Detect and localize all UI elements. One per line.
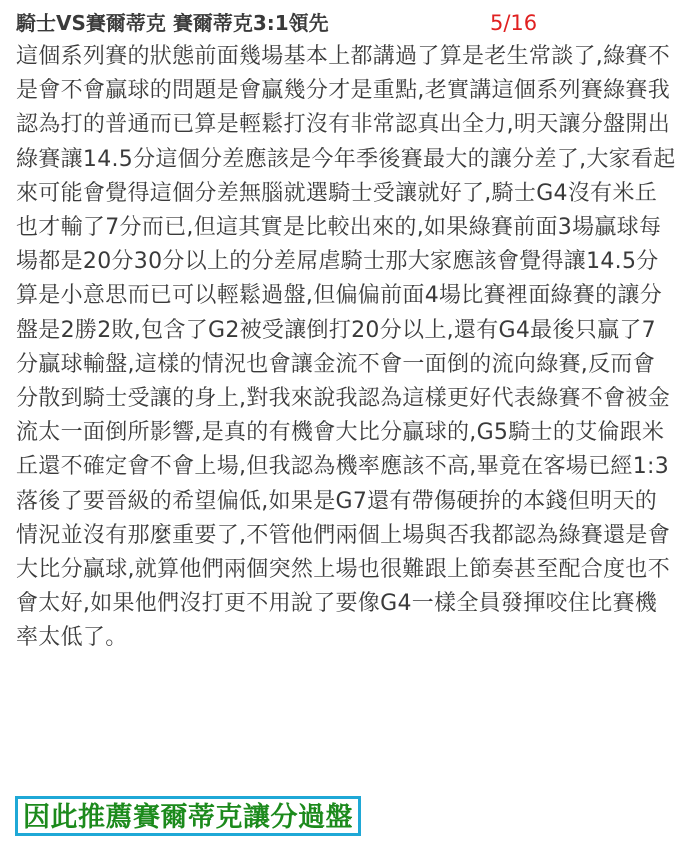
post-body: 這個系列賽的狀態前面幾場基本上都講過了算是老生常談了,綠賽不是會不會贏球的問題是會贏幾分才是重點,老實講這個系列賽綠賽我認為打的普通而已算是輕鬆打沒有非常認真出全力,明天讓分盤開出綠賽讓14.5分這個分差應該是今年季後賽最大的讓分差了,大家看起來可能會覺得這個分差無腦就選騎士受讓就好了,騎士G4沒有米丘也才輸了7分而已,但這其實是比較出來的,如果綠賽前面3場贏球每場都是20分30分以上的分差屌虐騎士那大家應該會覺得讓14.5分算是小意思而已可以輕鬆過盤,但偏偏前面4場比賽裡面綠賽的讓分盤是2勝2敗,包含了G2被受讓倒打20分以上,還有G4最後只贏了7分贏球輸盤,這樣的情況也會讓金流不會一面倒的流向綠賽,反而會分散到騎士受讓的身上,對我來說我認為這樣更好代表綠賽不會被金流太一面倒所影響,是真的有機會大比分贏球的,G5騎士的艾倫跟米丘還不確定會不會上場,但我認為機率應該不高,畢竟在客場已經1:3落後了要晉級的希望偏低,如果是G7還有帶傷硬拚的本錢但明天的情況並沒有那麼重要了,不管他們兩個上場與否我都認為綠賽還是會大比分贏球,就算他們兩個突然上場也很難跟上節奏甚至配合度也不會太好,如果他們沒打更不用說了要像G4一樣全員發揮咬住比賽機率太低了。: [16, 44, 676, 651]
post-header: [16, 6, 680, 40]
post-date: 5/16: [490, 11, 538, 35]
post-container: [16, 6, 680, 656]
recommendation-box: [15, 796, 361, 836]
post-title: 騎士VS賽爾蒂克 賽爾蒂克3:1領先: [16, 11, 329, 35]
recommendation-text: 因此推薦賽爾蒂克讓分過盤: [23, 802, 353, 833]
